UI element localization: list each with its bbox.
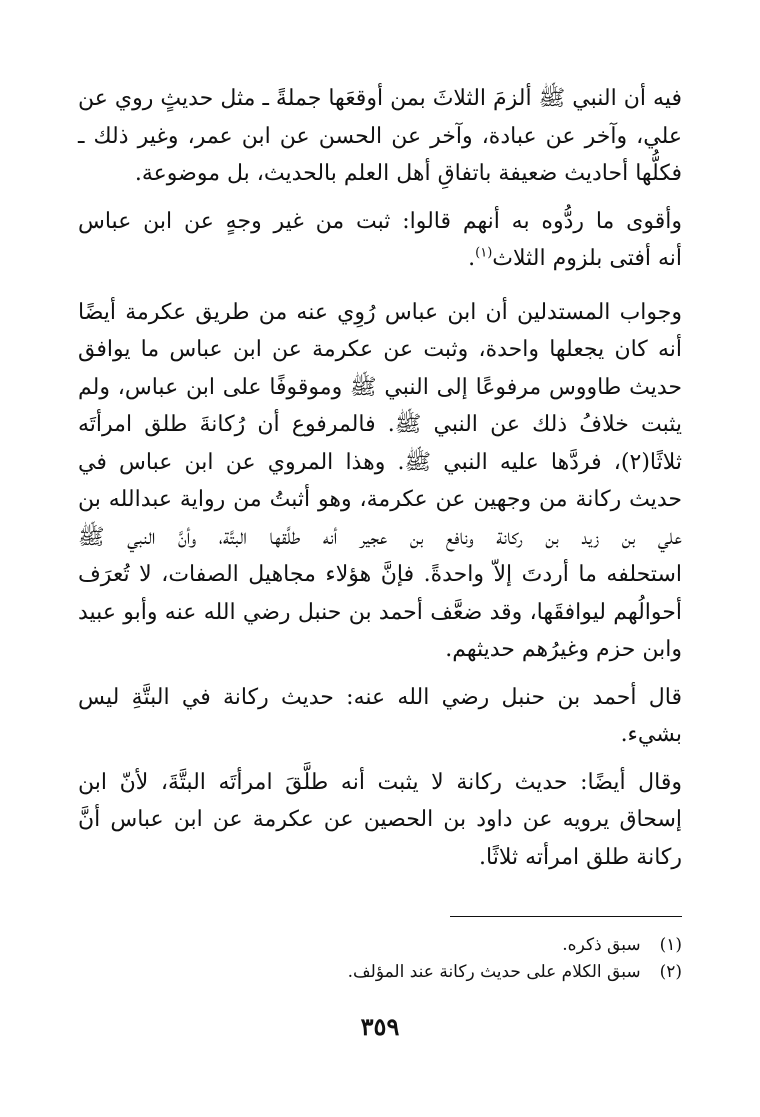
text-line: علي، وآخر عن عبادة، وآخر عن الحسن عن ابن عمر، وغير ذلك ـ bbox=[78, 123, 682, 149]
text-line: استحلفه ما أردتَ إلاّ واحدةً. فإنَّ هؤلاء مجاهيل الصفات، لا تُعرَف bbox=[78, 562, 682, 587]
page-number: ٣٥٩ bbox=[360, 1012, 400, 1041]
text-line: قال أحمد بن حنبل رضي الله عنه: حديث ركانة في البتَّةِ ليس bbox=[78, 684, 682, 710]
footnote-text: سبق الكلام على حديث ركانة عند المؤلف. bbox=[347, 962, 641, 982]
text-line: فيه أن النبي ﷺ ألزمَ الثلاثَ بمن أوقعَها جملةً ـ مثل حديثٍ روي عن bbox=[78, 86, 682, 111]
main-text bbox=[78, 80, 682, 876]
footnote-text: سبق ذكره. bbox=[562, 935, 641, 955]
footnote-ref-1[interactable]: (١) bbox=[475, 245, 493, 261]
line-end-punct: . bbox=[468, 246, 476, 271]
text-line: إسحاق يرويه عن داود بن الحصين عن عكرمة عن ابن عباس أنَّ bbox=[78, 807, 682, 832]
footnote-1 bbox=[78, 932, 682, 959]
text-line: وابن حزم وغيرُهم حديثهم. bbox=[445, 637, 682, 662]
text-line-body: أنه أفتى بلزوم الثلاث bbox=[492, 246, 682, 271]
footnote-divider bbox=[450, 916, 682, 917]
text-line: علي بن زيد بن ركانة ونافع بن عجير أنه طلَّقها البتَّة، وأنَّ النبي ﷺ bbox=[78, 524, 682, 550]
text-line: ثلاثًا(٢)، فردَّها عليه النبي ﷺ. وهذا المروي عن ابن عباس في bbox=[78, 449, 682, 475]
text-line: يثبت خلافُ ذلك عن النبي ﷺ. فالمرفوع أن رُكانةَ طلق امرأتَه bbox=[78, 412, 682, 437]
text-line: ركانة طلق امرأته ثلاثًا. bbox=[479, 844, 682, 870]
text-line: حديث طاووس مرفوعًا إلى النبي ﷺ وموقوفًا على ابن عباس، ولم bbox=[78, 374, 682, 400]
text-line: أحوالُهم ليوافقَها، وقد ضعَّف أحمد بن حنبل رضي الله عنه وأبو عبيد bbox=[78, 599, 682, 625]
text-line: بشيء. bbox=[620, 722, 682, 747]
text-line: وجواب المستدلين أن ابن عباس رُوِي عنه من طريق عكرمة أيضًا bbox=[78, 299, 682, 325]
text-line: وقال أيضًا: حديث ركانة لا يثبت أنه طلَّقَ امرأتَه البتَّةَ، لأنّ ابن bbox=[78, 769, 682, 795]
text-line bbox=[78, 240, 682, 278]
paragraph-1 bbox=[78, 80, 682, 193]
paragraph-3 bbox=[78, 294, 682, 669]
footnote-number: (١) bbox=[659, 935, 682, 955]
paragraph-5 bbox=[78, 764, 682, 877]
text-line: أنه كان يجعلها واحدة، وثبت عن عكرمة عن ابن عباس ما يوافق bbox=[78, 337, 682, 362]
text-line: حديث ركانة من وجهين عن عكرمة، وهو أثبتُ من رواية عبدالله بن bbox=[78, 487, 682, 512]
footnotes bbox=[78, 932, 682, 986]
text-line: وأقوى ما ردُّوه به أنهم قالوا: ثبت من غير وجهٍ عن ابن عباس bbox=[78, 208, 682, 234]
paragraph-2 bbox=[78, 203, 682, 278]
footnote-2 bbox=[78, 959, 682, 986]
text-line: فكلُّها أحاديث ضعيفة باتفاقِ أهل العلم بالحديث، بل موضوعة. bbox=[134, 161, 682, 186]
footnote-number: (٢) bbox=[659, 962, 682, 982]
paragraph-4 bbox=[78, 679, 682, 754]
